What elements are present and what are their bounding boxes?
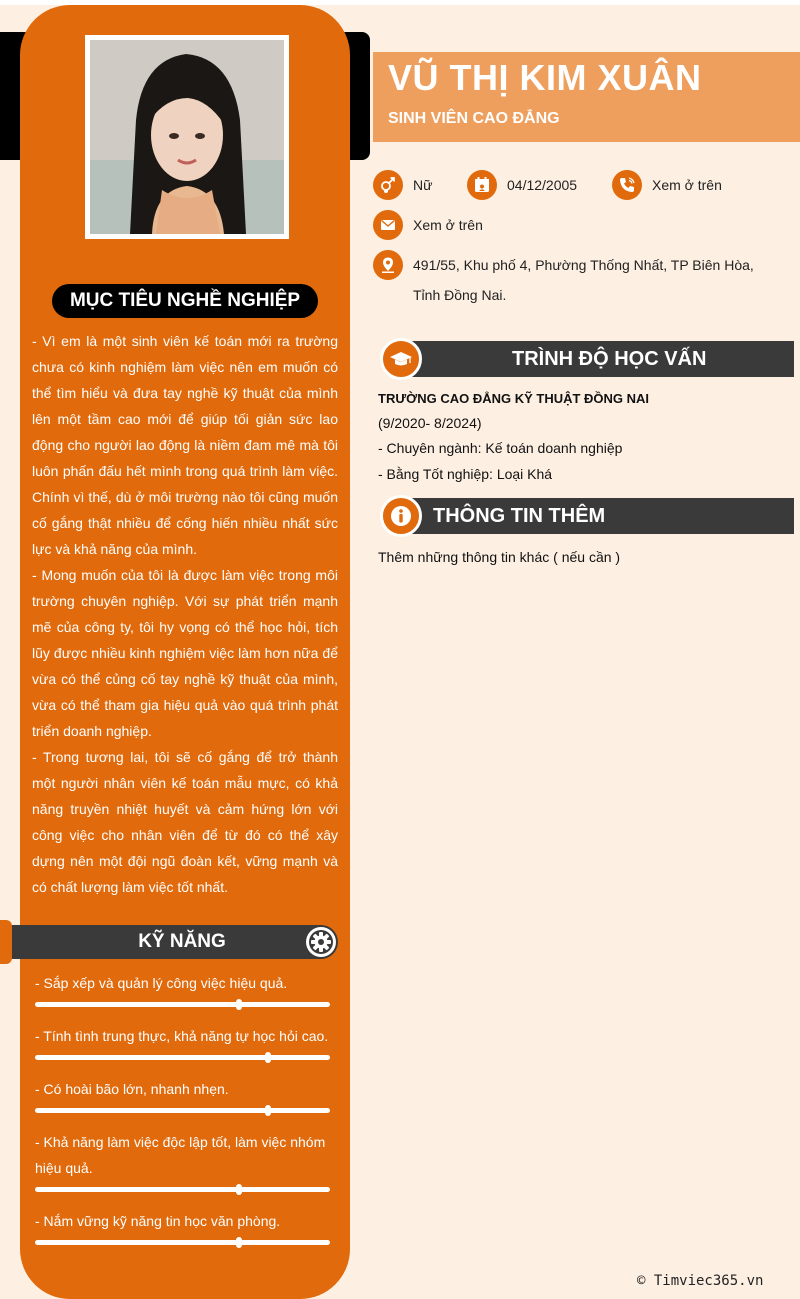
skill-level-knob [265,1052,271,1063]
education-period: (9/2020- 8/2024) [378,415,482,431]
education-degree: - Bằng Tốt nghiệp: Loại Khá [378,466,553,482]
extra-text: Thêm những thông tin khác ( nếu cần ) [378,549,621,565]
skill-level-knob [236,999,242,1010]
skill-level-knob [236,1184,242,1195]
profile-photo [85,35,289,239]
watermark: © Timviec365.vn [637,1273,764,1289]
skill-bar [35,1240,330,1245]
candidate-name: VŨ THỊ KIM XUÂN [388,57,702,98]
phone-value: Xem ở trên [652,177,722,193]
objective-text [32,328,338,900]
location-icon [373,250,403,280]
education-school: TRƯỜNG CAO ĐẲNG KỸ THUẬT ĐỒNG NAI [378,391,650,406]
skill-item: - Sắp xếp và quản lý công việc hiệu quả. [35,975,288,991]
skill-item: - Tính tình trung thực, khả năng tự học hỏi cao. [35,1028,329,1044]
skills-tab-accent [0,920,12,964]
skill-bar [35,1055,330,1060]
education-major: - Chuyên ngành: Kế toán doanh nghiệp [378,440,623,456]
objective-paragraph: - Mong muốn của tôi là được làm việc trong môi trường chuyên nghiệp. Với sự phát triển mạnh mẽ của công ty, tôi hy vọng có thể học hỏi, tích lũy được nhiều kinh nghiệm việc làm hơn nữa để vừa có thể củng cố tay nghề kỹ thuật của mình, vừa có thể tham gia hiệu quả vào quá trình phát triển doanh nghiệp. [32,567,338,739]
skill-bar [35,1002,330,1007]
skill-bar [35,1108,330,1113]
gender-value: Nữ [413,177,433,193]
calendar-icon [467,170,497,200]
education-title: TRÌNH ĐỘ HỌC VẤN [512,348,707,370]
objective-paragraph: - Vì em là một sinh viên kế toán mới ra trường chưa có kinh nghiệm làm việc nên em muốn có thể tìm hiểu và đưa tay nghề kỹ thuật của mình lên một tầm cao mới để giúp tối giản sức lao động cho người lao động là niềm đam mê mà tôi luôn phấn đấu hết mình trong quá trình làm việc. Chính vì thế, dù ở môi trường nào tôi cũng muốn cố gắng thật nhiều để cống hiến nhiều nhất sức lực và khả năng của mình. [32,333,338,557]
skill-bar [35,1187,330,1192]
graduation-cap-icon [380,338,422,380]
email-value: Xem ở trên [413,217,483,233]
gender-icon [373,170,403,200]
skill-level-knob [236,1237,242,1248]
skill-item: - Có hoài bão lớn, nhanh nhẹn. [35,1081,229,1097]
email-icon [373,210,403,240]
skill-item: - Nắm vững kỹ năng tin học văn phòng. [35,1213,281,1229]
objective-title: MỤC TIÊU NGHỀ NGHIỆP [52,284,318,318]
extra-title: THÔNG TIN THÊM [433,505,606,527]
info-icon [380,495,422,537]
skills-header [12,925,338,959]
candidate-role: SINH VIÊN CAO ĐẲNG [388,110,560,127]
address-line-1: 491/55, Khu phố 4, Phường Thống Nhất, TP Biên Hòa, [413,257,754,273]
skill-level-knob [265,1105,271,1116]
birthdate-value: 04/12/2005 [507,177,578,193]
objective-paragraph: - Trong tương lai, tôi sẽ cố gắng để trở thành một người nhân viên kế toán mẫu mực, có khả năng truyền nhiệt huyết và cảm hứng lớn với công việc cho nhân viên để từ đó có thể xây dựng nên một đội ngũ đoàn kết, vững mạnh và có chất lượng làm việc tốt nhất. [32,749,338,895]
gear-icon [306,927,336,957]
address-line-2: Tỉnh Đồng Nai. [413,287,507,303]
skills-title: KỸ NĂNG [138,931,226,952]
skill-item: - Khả năng làm việc độc lập tốt, làm việc nhóm hiệu quả. [35,1134,326,1176]
phone-icon [612,170,642,200]
